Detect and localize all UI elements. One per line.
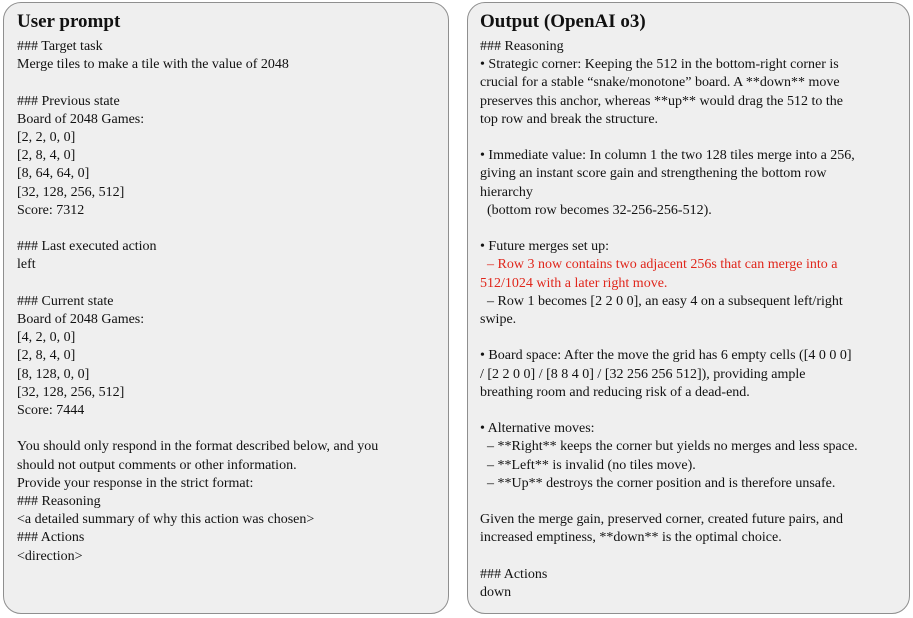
text-line: Given the merge gain, preserved corner, created future pairs, and: [480, 512, 844, 528]
text-line: Provide your response in the strict format:: [17, 475, 254, 491]
text-line: [2, 8, 4, 0]: [17, 148, 76, 164]
model-output-title: Output (OpenAI o3): [480, 11, 646, 32]
text-line: [8, 64, 64, 0]: [17, 166, 90, 182]
text-line: – **Right** keeps the corner but yields no merges and less space.: [480, 439, 858, 455]
text-line: top row and break the structure.: [480, 111, 659, 127]
user-prompt-body: [17, 38, 435, 566]
text-line: down: [480, 585, 512, 601]
text-line: increased emptiness, **down** is the optimal choice.: [480, 530, 782, 546]
text-line: <direction>: [17, 548, 83, 564]
text-line: giving an instant score gain and strengthening the bottom row: [480, 166, 827, 182]
text-line: (bottom row becomes 32-256-256-512).: [480, 202, 712, 218]
text-line: should not output comments or other information.: [17, 457, 297, 473]
text-line: [480, 493, 897, 511]
text-line: – **Up** destroys the corner position and is therefore unsafe.: [480, 475, 836, 491]
text-line: ### Actions: [17, 530, 85, 546]
text-line: • Strategic corner: Keeping the 512 in the bottom-right corner is: [480, 57, 839, 73]
text-line: [2, 8, 4, 0]: [17, 348, 76, 364]
text-line: ### Current state: [17, 293, 114, 309]
text-line: [17, 420, 435, 438]
text-line: – Row 1 becomes [2 2 0 0], an easy 4 on a subsequent left/right: [480, 293, 843, 309]
model-output-body: [480, 38, 897, 602]
text-line: [480, 402, 897, 420]
text-line: ### Reasoning: [480, 39, 564, 54]
text-line: Score: 7312: [17, 202, 85, 218]
text-line: [32, 128, 256, 512]: [17, 384, 125, 400]
text-line: [480, 129, 897, 147]
text-line: [4, 2, 0, 0]: [17, 330, 76, 346]
model-output-panel: [467, 2, 910, 614]
text-line: preserves this anchor, whereas **up** would drag the 512 to the: [480, 93, 843, 109]
text-line: [17, 275, 435, 293]
text-line: [480, 220, 897, 238]
text-line: [17, 220, 435, 238]
text-line: [17, 74, 435, 92]
user-prompt-panel: [3, 2, 449, 614]
text-line: Board of 2048 Games:: [17, 111, 145, 127]
text-line: ### Previous state: [17, 93, 120, 109]
text-line: • Board space: After the move the grid has 6 empty cells ([4 0 0 0]: [480, 348, 852, 364]
text-line: left: [17, 257, 36, 273]
text-line: <a detailed summary of why this action was chosen>: [17, 512, 315, 528]
text-line: ### Target task: [17, 39, 103, 54]
text-line: • Alternative moves:: [480, 421, 595, 437]
text-line: breathing room and reducing risk of a dead-end.: [480, 384, 750, 400]
text-line: – Row 3 now contains two adjacent 256s that can merge into a: [480, 257, 838, 273]
text-line: [480, 329, 897, 347]
text-line: / [2 2 0 0] / [8 8 4 0] / [32 256 256 512]), providing ample: [480, 366, 806, 382]
text-line: Board of 2048 Games:: [17, 312, 145, 328]
text-line: swipe.: [480, 312, 517, 328]
text-line: ### Last executed action: [17, 239, 157, 255]
text-line: [8, 128, 0, 0]: [17, 366, 90, 382]
user-prompt-title: User prompt: [17, 11, 121, 32]
text-line: Score: 7444: [17, 403, 85, 419]
text-line: [32, 128, 256, 512]: [17, 184, 125, 200]
text-line: ### Actions: [480, 566, 548, 582]
text-line: – **Left** is invalid (no tiles move).: [480, 457, 696, 473]
text-line: crucial for a stable “snake/monotone” board. A **down** move: [480, 75, 840, 91]
text-line: hierarchy: [480, 184, 533, 200]
text-line: ### Reasoning: [17, 494, 101, 510]
text-line: 512/1024 with a later right move.: [480, 275, 668, 291]
text-line: [480, 548, 897, 566]
text-line: • Immediate value: In column 1 the two 128 tiles merge into a 256,: [480, 148, 855, 164]
text-line: [2, 2, 0, 0]: [17, 130, 76, 146]
text-line: • Future merges set up:: [480, 239, 610, 255]
text-line: Merge tiles to make a tile with the value of 2048: [17, 57, 289, 73]
text-line: You should only respond in the format described below, and you: [17, 439, 379, 455]
